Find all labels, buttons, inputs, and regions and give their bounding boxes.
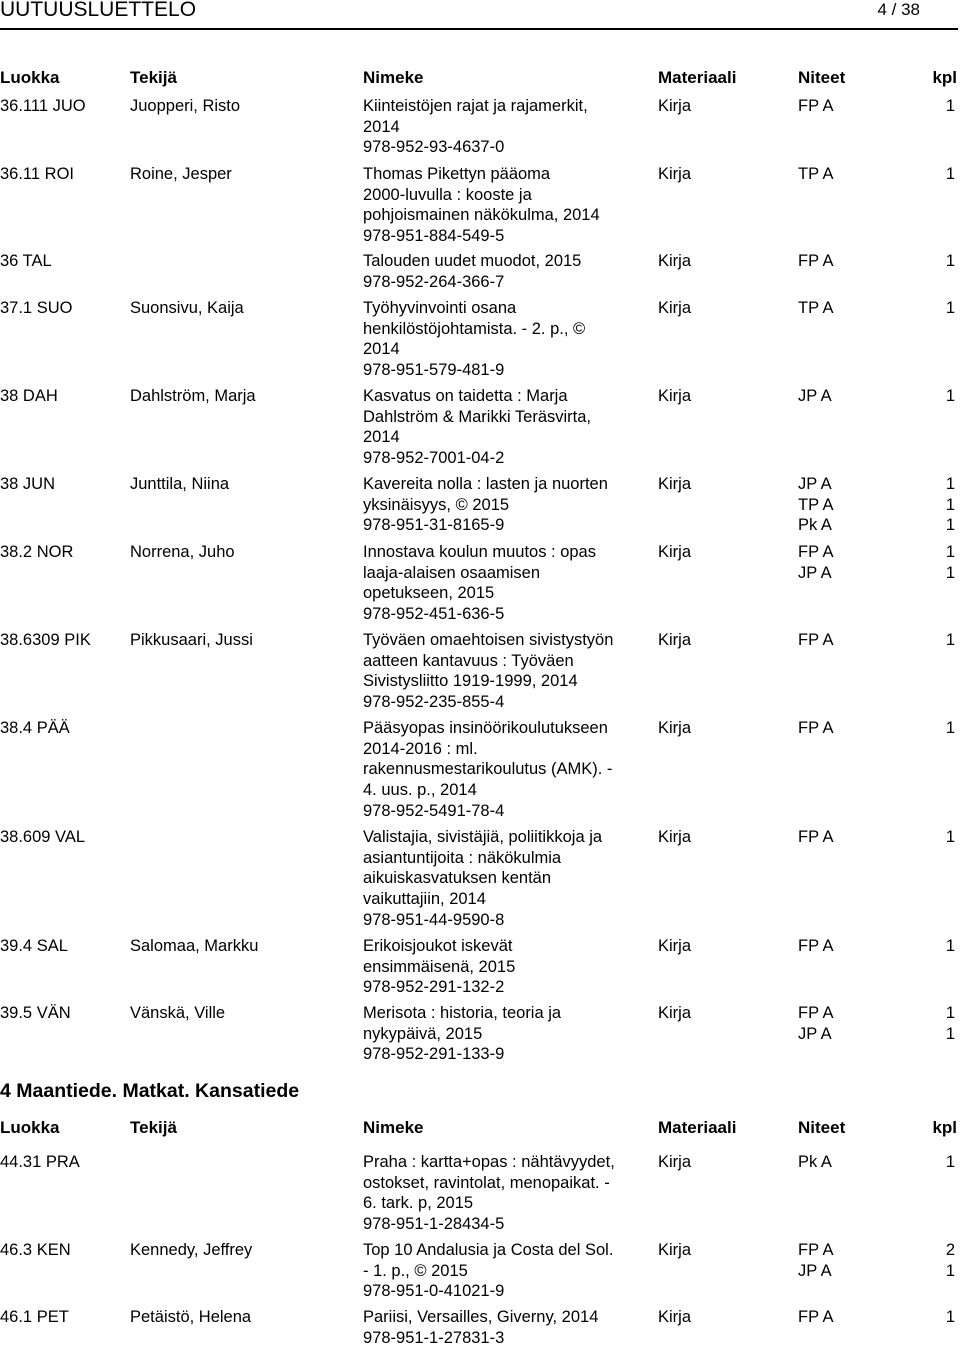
nimeke-line: Kasvatus on taidetta : Marja — [363, 387, 568, 405]
nimeke-line: 2014-2016 : ml. — [363, 739, 478, 758]
nimeke-line: Sivistysliitto 1919-1999, 2014 — [363, 672, 578, 691]
niteet-line: JP A — [798, 475, 832, 493]
niteet-line: FP A — [798, 1241, 834, 1259]
kpl-line: 1 — [945, 719, 955, 737]
nimeke-line: 978-951-1-28434-5 — [363, 1215, 505, 1234]
nimeke-cell — [363, 1003, 651, 1065]
tekija-cell: Salomaa, Markku — [130, 937, 259, 955]
tekija-cell: Petäistö, Helena — [130, 1308, 252, 1326]
materiaali-cell: Kirja — [658, 543, 692, 561]
luokka-cell: 39.5 VÄN — [0, 1004, 71, 1022]
niteet-line: FP A — [798, 1308, 834, 1326]
nimeke-line: 978-951-579-481-9 — [363, 361, 505, 380]
niteet-line: Pk A — [798, 1153, 832, 1171]
kpl-cell — [946, 936, 955, 957]
col-materiaali: Materiaali — [658, 1118, 737, 1137]
niteet-line: FP A — [798, 828, 834, 846]
niteet-line: TP A — [798, 165, 834, 183]
niteet-cell — [798, 164, 833, 185]
kpl-cell — [946, 164, 955, 185]
materiaali-cell: Kirja — [658, 97, 692, 115]
col-luokka: Luokka — [0, 68, 60, 87]
tekija-cell: Kennedy, Jeffrey — [130, 1241, 253, 1259]
materiaali-cell: Kirja — [658, 719, 692, 737]
nimeke-line: 2014 — [363, 117, 400, 136]
nimeke-line: henkilöstöjohtamista. - 2. p., © — [363, 319, 586, 338]
nimeke-cell — [363, 298, 651, 381]
niteet-cell — [798, 827, 833, 848]
nimeke-line: 978-951-31-8165-9 — [363, 516, 505, 535]
column-header-row-1 — [0, 68, 960, 90]
tekija-cell: Junttila, Niina — [130, 475, 230, 493]
nimeke-line: Thomas Pikettyn pääoma — [363, 165, 551, 183]
kpl-cell — [946, 718, 955, 739]
nimeke-line: 978-951-1-27831-3 — [363, 1328, 505, 1347]
nimeke-cell — [363, 630, 651, 713]
kpl-line: 1 — [945, 828, 955, 846]
luokka-cell: 44.31 PRA — [0, 1153, 80, 1171]
kpl-line: 1 — [945, 516, 955, 535]
nimeke-line: - 1. p., © 2015 — [363, 1261, 468, 1280]
niteet-line: FP A — [798, 97, 834, 115]
nimeke-line: 2014 — [363, 428, 400, 447]
nimeke-line: Valistajia, sivistäjiä, poliitikkoja ja — [363, 828, 603, 846]
nimeke-line: Pääsyopas insinöörikoulutukseen — [363, 719, 608, 737]
nimeke-line: 978-952-451-636-5 — [363, 605, 505, 624]
nimeke-line: Innostava koulun muutos : opas — [363, 543, 596, 561]
luokka-cell: 39.4 SAL — [0, 937, 68, 955]
kpl-line: 1 — [945, 937, 955, 955]
kpl-cell — [946, 542, 955, 583]
nimeke-line: Talouden uudet muodot, 2015 — [363, 252, 582, 270]
col-materiaali: Materiaali — [658, 68, 737, 87]
niteet-line: TP A — [798, 495, 834, 514]
nimeke-line: Dahlström & Marikki Teräsvirta, — [363, 407, 591, 426]
tekija-cell: Juopperi, Risto — [130, 97, 241, 115]
nimeke-cell — [363, 1307, 651, 1348]
luokka-cell: 38 DAH — [0, 387, 58, 405]
niteet-line: TP A — [798, 299, 834, 317]
kpl-line: 1 — [945, 387, 955, 405]
niteet-line: JP A — [798, 563, 832, 582]
materiaali-cell: Kirja — [658, 165, 692, 183]
niteet-cell — [798, 386, 832, 407]
kpl-line: 1 — [945, 475, 955, 493]
col-kpl: kpl — [932, 1118, 957, 1137]
kpl-line: 1 — [945, 1153, 955, 1171]
kpl-cell — [946, 1003, 955, 1044]
nimeke-line: pohjoismainen näkökulma, 2014 — [363, 206, 600, 225]
nimeke-line: asiantuntijoita : näkökulmia — [363, 848, 562, 867]
materiaali-cell: Kirja — [658, 828, 692, 846]
niteet-line: FP A — [798, 937, 834, 955]
kpl-cell — [946, 298, 955, 319]
niteet-line: JP A — [798, 1024, 832, 1043]
nimeke-line: 978-952-264-366-7 — [363, 272, 505, 291]
niteet-line: FP A — [798, 543, 834, 561]
nimeke-line: 978-952-5491-78-4 — [363, 801, 505, 820]
niteet-cell — [798, 1307, 833, 1328]
nimeke-cell — [363, 718, 651, 822]
niteet-cell — [798, 474, 833, 536]
luokka-cell: 38.609 VAL — [0, 828, 86, 846]
materiaali-cell: Kirja — [658, 631, 692, 649]
col-nimeke: Nimeke — [363, 68, 424, 87]
nimeke-line: 4. uus. p., 2014 — [363, 781, 477, 800]
nimeke-cell — [363, 386, 651, 469]
nimeke-line: yksinäisyys, © 2015 — [363, 495, 510, 514]
kpl-line: 1 — [945, 299, 955, 317]
niteet-line: JP A — [798, 387, 832, 405]
nimeke-cell — [363, 542, 651, 625]
nimeke-line: 978-951-0-41021-9 — [363, 1282, 505, 1301]
nimeke-line: 978-951-884-549-5 — [363, 227, 505, 246]
niteet-cell — [798, 630, 833, 651]
niteet-cell — [798, 1240, 833, 1281]
nimeke-line: aikuiskasvatuksen kentän — [363, 869, 552, 888]
nimeke-line: rakennusmestarikoulutus (AMK). - — [363, 760, 613, 779]
col-kpl: kpl — [932, 68, 957, 87]
kpl-cell — [946, 1307, 955, 1328]
luokka-cell: 38.4 PÄÄ — [0, 719, 70, 737]
nimeke-cell — [363, 96, 651, 158]
kpl-cell — [946, 1152, 955, 1173]
niteet-line: FP A — [798, 252, 834, 270]
nimeke-line: Työhyvinvointi osana — [363, 299, 517, 317]
nimeke-line: nykypäivä, 2015 — [363, 1024, 483, 1043]
nimeke-line: Merisota : historia, teoria ja — [363, 1004, 562, 1022]
nimeke-line: Pariisi, Versailles, Giverny, 2014 — [363, 1308, 599, 1326]
kpl-line: 1 — [945, 1004, 955, 1022]
nimeke-line: Top 10 Andalusia ja Costa del Sol. — [363, 1241, 614, 1259]
materiaali-cell: Kirja — [658, 1004, 692, 1022]
kpl-cell — [946, 386, 955, 407]
section-title: 4 Maantiede. Matkat. Kansatiede — [0, 1080, 300, 1102]
nimeke-line: 2014 — [363, 340, 400, 359]
kpl-cell — [946, 474, 955, 536]
materiaali-cell: Kirja — [658, 937, 692, 955]
page-number: 4 / 38 — [877, 0, 920, 19]
niteet-line: FP A — [798, 1004, 834, 1022]
niteet-cell — [798, 1152, 832, 1173]
niteet-cell — [798, 298, 833, 319]
kpl-line: 1 — [945, 1024, 955, 1043]
nimeke-line: ensimmäisenä, 2015 — [363, 957, 516, 976]
col-niteet: Niteet — [798, 1118, 846, 1137]
kpl-line: 1 — [945, 252, 955, 270]
niteet-line: JP A — [798, 1261, 832, 1280]
materiaali-cell: Kirja — [658, 252, 692, 270]
nimeke-line: 978-952-93-4637-0 — [363, 138, 505, 157]
nimeke-line: laaja-alaisen osaamisen — [363, 563, 541, 582]
kpl-cell — [946, 96, 955, 117]
nimeke-line: aatteen kantavuus : Työväen — [363, 651, 574, 670]
nimeke-line: Työväen omaehtoisen sivistystyön — [363, 631, 614, 649]
nimeke-cell — [363, 251, 651, 292]
niteet-cell — [798, 1003, 833, 1044]
nimeke-line: Erikoisjoukot iskevät — [363, 937, 513, 955]
luokka-cell: 38.6309 PIK — [0, 631, 91, 649]
nimeke-cell — [363, 827, 651, 931]
nimeke-line: 978-951-44-9590-8 — [363, 910, 505, 929]
niteet-cell — [798, 96, 833, 117]
materiaali-cell: Kirja — [658, 1308, 692, 1326]
tekija-cell: Dahlström, Marja — [130, 387, 256, 405]
nimeke-line: Praha : kartta+opas : nähtävyydet, — [363, 1153, 615, 1171]
materiaali-cell: Kirja — [658, 475, 692, 493]
luokka-cell: 38.2 NOR — [0, 543, 74, 561]
kpl-line: 1 — [945, 1261, 955, 1280]
materiaali-cell: Kirja — [658, 1153, 692, 1171]
nimeke-cell — [363, 1240, 651, 1302]
kpl-cell — [946, 827, 955, 848]
kpl-cell — [946, 630, 955, 651]
col-luokka: Luokka — [0, 1118, 60, 1137]
col-tekija: Tekijä — [130, 68, 177, 87]
luokka-cell: 46.1 PET — [0, 1308, 69, 1326]
luokka-cell: 36.111 JUO — [0, 97, 86, 115]
niteet-line: Pk A — [798, 516, 832, 535]
kpl-line: 2 — [945, 1241, 955, 1259]
nimeke-cell — [363, 936, 651, 998]
column-header-row-2 — [0, 1118, 960, 1140]
materiaali-cell: Kirja — [658, 387, 692, 405]
nimeke-line: 978-952-7001-04-2 — [363, 449, 505, 468]
nimeke-line: opetukseen, 2015 — [363, 584, 495, 603]
nimeke-line: ostokset, ravintolat, menopaikat. - — [363, 1173, 610, 1192]
luokka-cell: 36.11 ROI — [0, 165, 74, 183]
kpl-line: 1 — [945, 97, 955, 115]
kpl-line: 1 — [945, 631, 955, 649]
nimeke-line: vaikuttajiin, 2014 — [363, 890, 486, 909]
tekija-cell: Pikkusaari, Jussi — [130, 631, 253, 649]
kpl-line: 1 — [945, 1308, 955, 1326]
nimeke-cell — [363, 1152, 651, 1235]
header-divider — [0, 28, 958, 30]
kpl-line: 1 — [945, 165, 955, 183]
nimeke-line: 6. tark. p, 2015 — [363, 1194, 474, 1213]
kpl-line: 1 — [945, 543, 955, 561]
luokka-cell: 37.1 SUO — [0, 299, 73, 317]
kpl-cell — [946, 1240, 955, 1281]
niteet-cell — [798, 542, 833, 583]
materiaali-cell: Kirja — [658, 1241, 692, 1259]
kpl-cell — [946, 251, 955, 272]
tekija-cell: Roine, Jesper — [130, 165, 232, 183]
niteet-cell — [798, 718, 833, 739]
col-nimeke: Nimeke — [363, 1118, 424, 1137]
nimeke-cell — [363, 474, 651, 536]
luokka-cell: 46.3 KEN — [0, 1241, 71, 1259]
nimeke-line: 978-952-291-133-9 — [363, 1045, 505, 1064]
kpl-line: 1 — [945, 495, 955, 514]
nimeke-line: 978-952-291-132-2 — [363, 978, 505, 997]
nimeke-line: Kavereita nolla : lasten ja nuorten — [363, 475, 608, 493]
tekija-cell: Vänskä, Ville — [130, 1004, 226, 1022]
tekija-cell: Norrena, Juho — [130, 543, 235, 561]
col-niteet: Niteet — [798, 68, 846, 87]
col-tekija: Tekijä — [130, 1118, 177, 1137]
luokka-cell: 38 JUN — [0, 475, 56, 493]
luokka-cell: 36 TAL — [0, 252, 52, 270]
materiaali-cell: Kirja — [658, 299, 692, 317]
nimeke-cell — [363, 164, 651, 247]
niteet-cell — [798, 936, 833, 957]
nimeke-line: Kiinteistöjen rajat ja rajamerkit, — [363, 97, 588, 115]
niteet-cell — [798, 251, 833, 272]
nimeke-line: 978-952-235-855-4 — [363, 693, 505, 712]
tekija-cell: Suonsivu, Kaija — [130, 299, 244, 317]
niteet-line: FP A — [798, 631, 834, 649]
page-title: UUTUUSLUETTELO — [0, 0, 197, 21]
nimeke-line: 2000-luvulla : kooste ja — [363, 185, 532, 204]
niteet-line: FP A — [798, 719, 834, 737]
kpl-line: 1 — [945, 563, 955, 582]
